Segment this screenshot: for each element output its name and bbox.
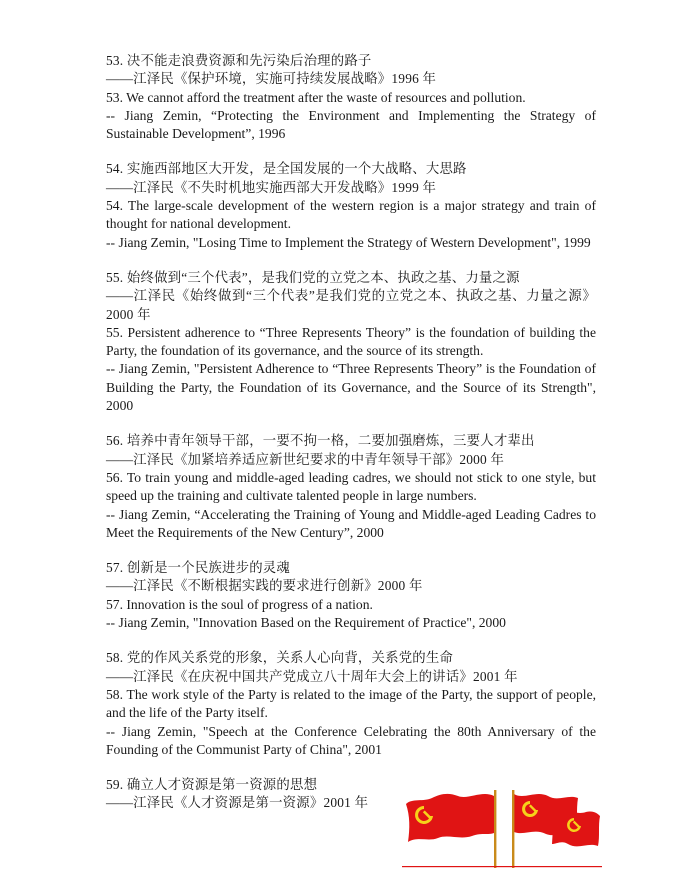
red-flags-hammer-sickle-icon <box>402 786 602 870</box>
quote-text-en: 55. Persistent adherence to “Three Represents Theory” is the foundation of building the Party, the foundation of its governance, and the source of its strength. <box>106 324 596 359</box>
quote-text-en: 53. We cannot afford the treatment after the waste of resources and pollution. <box>106 89 526 105</box>
quote-source-en: -- Jiang Zemin, “Accelerating the Training of Young and Middle-aged Leading Cadres to Meet the Requirements of the New Century”, 2000 <box>106 506 596 540</box>
quote-source-en: -- Jiang Zemin, "Speech at the Conference Celebrating the 80th Anniversary of the Founding of the Communist Party of China", 2001 <box>106 723 596 757</box>
divider-line <box>402 866 602 867</box>
flag-3 <box>552 809 600 846</box>
quote-entry-57 <box>106 559 596 632</box>
quote-source-zh: ——江泽民《不断根据实践的要求进行创新》2000 年 <box>106 578 423 594</box>
quote-source-zh: ——江泽民《加紧培养适应新世纪要求的中青年领导干部》2000 年 <box>106 451 505 467</box>
quote-source-zh: ——江泽民《不失时机地实施西部大开发战略》1999 年 <box>106 179 437 195</box>
quote-title-zh: 57. 创新是一个民族进步的灵魂 <box>106 560 290 576</box>
quote-entry-56 <box>106 432 596 542</box>
flag-1 <box>406 790 496 868</box>
quote-text-en: 58. The work style of the Party is related to the image of the Party, the support of people, and the life of the Party itself. <box>106 686 596 721</box>
quote-title-zh: 59. 确立人才资源是第一资源的思想 <box>106 777 318 793</box>
quote-source-zh: ——江泽民《人才资源是第一资源》2001 年 <box>106 795 369 811</box>
quote-title-zh: 55. 始终做到“三个代表”，是我们党的立党之本、执政之基、力量之源 <box>106 269 520 285</box>
quote-title-zh: 54. 实施西部地区大开发，是全国发展的一个大战略、大思路 <box>106 161 467 177</box>
quote-entry-53 <box>106 52 596 143</box>
quote-entry-58 <box>106 649 596 759</box>
quote-entry-54 <box>106 160 596 251</box>
quote-source-en: -- Jiang Zemin, “Protecting the Environment and Implementing the Strategy of Sustainable Development”, 1996 <box>106 107 596 142</box>
quote-title-zh: 58. 党的作风关系党的形象，关系人心向背，关系党的生命 <box>106 650 454 666</box>
quote-source-zh: ——江泽民《在庆祝中国共产党成立八十周年大会上的讲话》2001 年 <box>106 668 518 684</box>
quote-source-zh: ——江泽民《始终做到“三个代表”是我们党的立党之本、执政之基、力量之源》2000 年 <box>106 288 596 322</box>
quote-source-zh: ——江泽民《保护环境，实施可持续发展战略》1996 年 <box>106 71 437 87</box>
quote-text-en: 57. Innovation is the soul of progress of a nation. <box>106 596 373 612</box>
quote-title-zh: 53. 决不能走浪费资源和先污染后治理的路子 <box>106 53 372 68</box>
quote-text-en: 54. The large-scale development of the western region is a major strategy and train of thought for national development. <box>106 198 596 232</box>
quote-entry-55 <box>106 269 596 415</box>
quote-source-en: -- Jiang Zemin, "Innovation Based on the Requirement of Practice", 2000 <box>106 615 506 631</box>
document-page <box>106 52 596 830</box>
quote-source-en: -- Jiang Zemin, "Persistent Adherence to “Three Represents Theory” is the Foundation of Building the Party, the Foundation of its Governance, and the Source of its Strength", 2000 <box>106 361 596 414</box>
quote-title-zh: 56. 培养中青年领导干部，一要不拘一格，二要加强磨炼，三要人才辈出 <box>106 433 535 449</box>
quote-source-en: -- Jiang Zemin, "Losing Time to Implement the Strategy of Western Development", 1999 <box>106 234 591 250</box>
quote-text-en: 56. To train young and middle-aged leading cadres, we should not stick to one style, but speed up the training and cultivate talented people in large numbers. <box>106 469 596 504</box>
